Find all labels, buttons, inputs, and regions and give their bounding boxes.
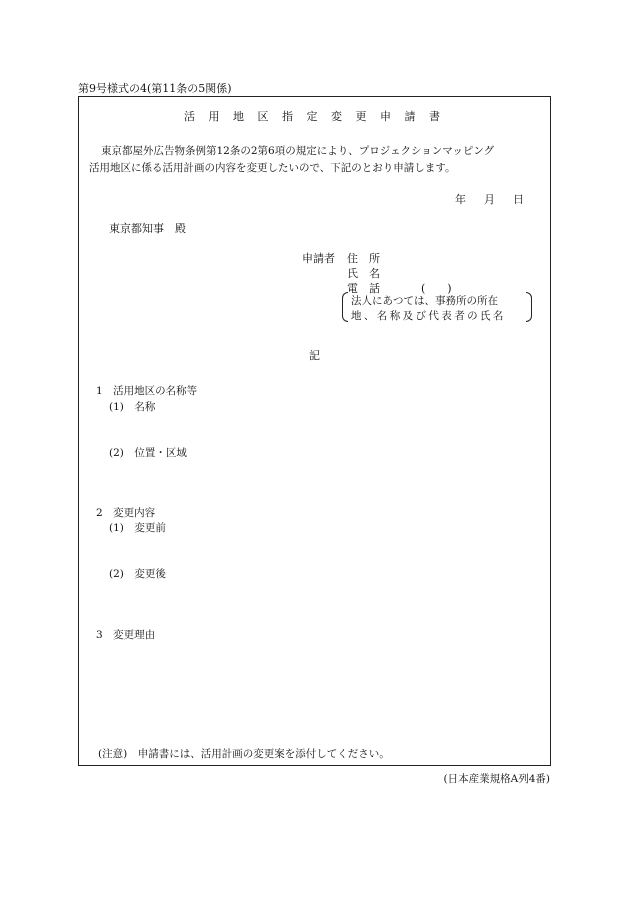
section-1-heading: 1 活用地区の名称等	[96, 385, 198, 397]
date-month: 月	[484, 193, 495, 206]
phone-parentheses: ( )	[421, 282, 452, 295]
note-text: (注意) 申請書には、活用計画の変更案を添付してください。	[98, 748, 390, 760]
applicant-address-label: 住 所	[347, 252, 380, 265]
applicant-name-label: 氏 名	[347, 267, 380, 280]
body-text-line-1: 東京都屋外広告物条例第12条の2第6項の規定により、プロジェクションマッピング	[101, 145, 495, 157]
body-text-line-2: 活用地区に係る活用計画の内容を変更したいので、下記のとおり申請します。	[89, 162, 456, 174]
date-day: 日	[513, 193, 524, 206]
form-frame	[78, 96, 551, 766]
corporation-note-line-1: 法人にあつては、事務所の所在	[351, 295, 498, 307]
form-number: 第9号様式の4(第11条の5関係)	[78, 82, 232, 95]
corporation-note-bracket	[342, 292, 532, 324]
applicant-phone-label: 電 話	[347, 282, 380, 295]
applicant-label: 申請者	[302, 252, 335, 265]
section-2-item-after: (2) 変更後	[109, 568, 166, 580]
section-2-item-before: (1) 変更前	[109, 522, 166, 534]
section-1-item-location: (2) 位置・区域	[109, 447, 187, 459]
date-line	[455, 191, 524, 207]
addressee: 東京都知事 殿	[109, 222, 186, 235]
section-3-heading: 3 変更理由	[96, 629, 156, 641]
section-2-heading: 2 変更内容	[96, 507, 156, 519]
corporation-note-line-2: 地、名称及び代表者の氏名	[351, 310, 506, 322]
ki-heading: 記	[309, 349, 320, 362]
left-bracket	[342, 292, 348, 322]
right-bracket	[526, 292, 532, 322]
paper-size-note: (日本産業規格A列4番)	[443, 773, 550, 785]
document-title: 活 用 地 区 指 定 変 更 申 請 書	[184, 110, 445, 123]
date-year: 年	[455, 193, 466, 206]
section-1-item-name: (1) 名称	[109, 401, 156, 413]
